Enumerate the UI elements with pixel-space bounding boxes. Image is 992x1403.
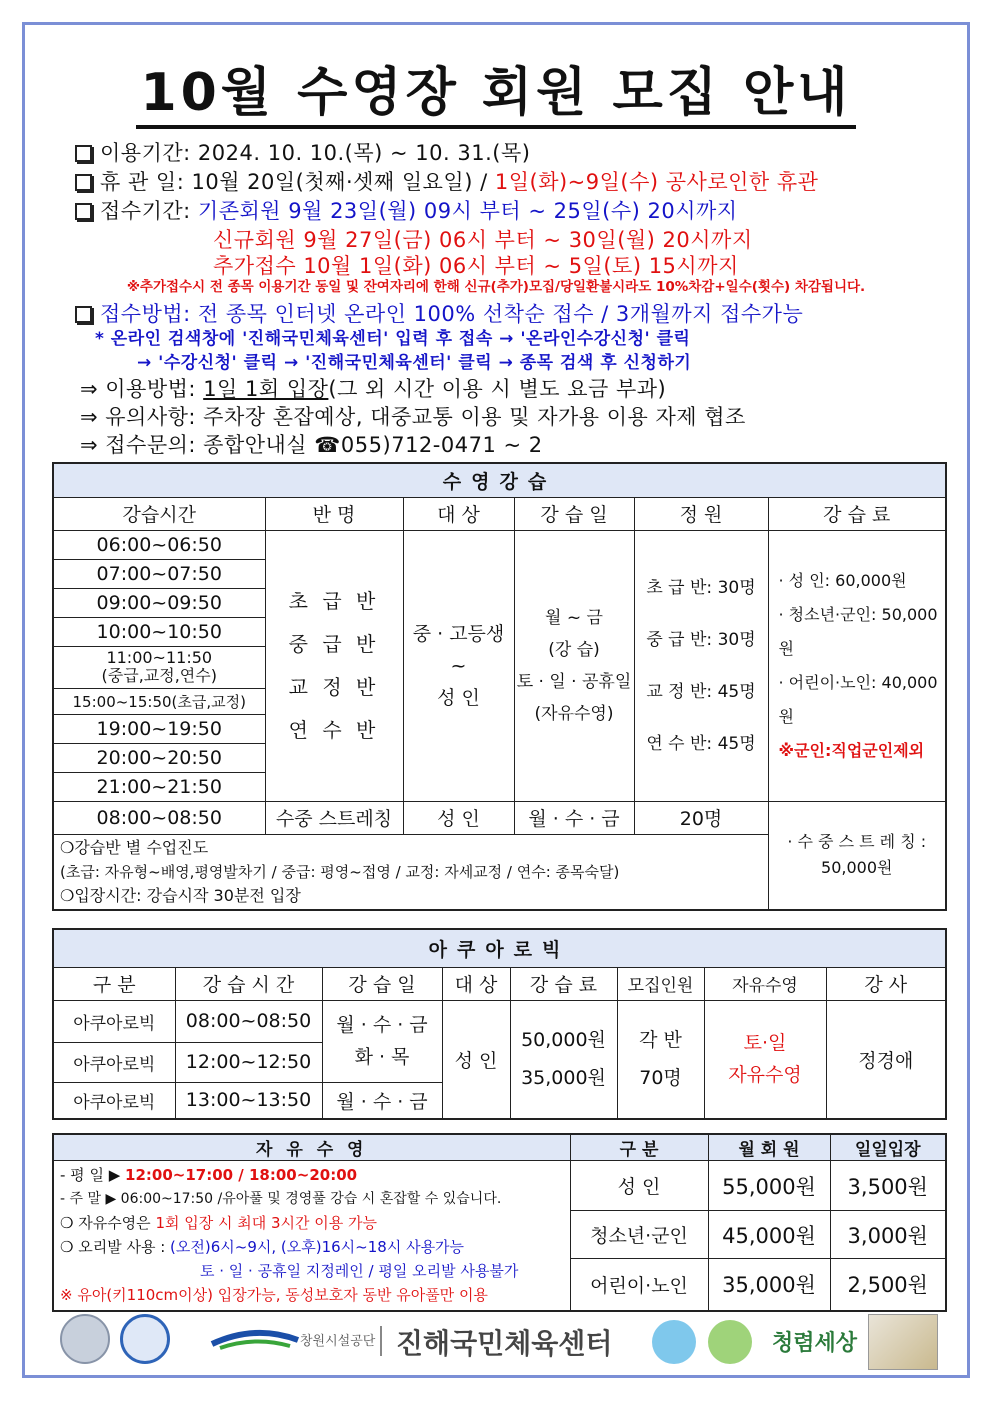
reg-line: 접수기간: 기존회원 9월 23일(월) 09시 부터 ~ 25일(수) 20시까지	[75, 195, 738, 225]
mascot-icon	[652, 1320, 696, 1364]
aqua-days: 월 · 수 · 금 화 · 목	[322, 1000, 442, 1082]
aqua-name: 아쿠아로빅	[53, 1000, 175, 1042]
time-cell: 21:00~21:50	[53, 772, 265, 801]
period-line: 이용기간: 2024. 10. 10.(목) ~ 10. 31.(목)	[75, 137, 530, 167]
corp-logo-icon	[210, 1326, 300, 1356]
aqua-target: 성 인	[442, 1000, 510, 1119]
swim-table	[52, 462, 947, 911]
col-header: 정 원	[634, 497, 768, 530]
free-table	[52, 1133, 947, 1312]
aqua-free: 토·일 자유수영	[704, 1000, 826, 1119]
time-cell: 15:00~15:50(초급,교정)	[53, 688, 265, 714]
time-cell: 11:00~11:50 (중급,교정,연수)	[53, 646, 265, 688]
col-header: 월 회 원	[708, 1134, 830, 1161]
contact-line: ⇒ 접수문의: 종합안내실 ☎055)712-0471 ~ 2	[80, 433, 543, 457]
price-type: 성 인	[570, 1161, 708, 1211]
price-day: 3,000원	[830, 1211, 946, 1259]
checkbox-icon	[75, 306, 92, 323]
col-header: 강 사	[826, 967, 946, 1000]
stretch-name: 수중 스트레칭	[265, 801, 403, 834]
aqua-title: 아쿠아로빅	[53, 929, 946, 967]
caution-line: ⇒ 유의사항: 주차장 혼잡예상, 대중교통 이용 및 자가용 이용 자제 협조	[80, 405, 746, 429]
certification-badge-icon	[120, 1314, 170, 1364]
swim-title: 수영강습	[53, 463, 946, 497]
target-cell: 중 · 고등생 ~ 성 인	[403, 530, 514, 801]
checkbox-icon	[75, 203, 92, 220]
method-step1: * 온라인 검색창에 '진해국민체육센터' 입력 후 접속 → '온라인수강신청' 클릭	[95, 329, 691, 349]
aqua-fee: 50,000원 35,000원	[510, 1000, 617, 1119]
divider	[380, 1326, 382, 1356]
price-day: 3,500원	[830, 1161, 946, 1211]
col-header: 강 습 시 간	[175, 967, 322, 1000]
col-header: 반 명	[265, 497, 403, 530]
col-header: 구 분	[53, 967, 175, 1000]
fee-cell: · 성 인: 60,000원 · 청소년·군인: 50,000원 · 어린이·노인: 40,000원 ※군인:직업군인제외	[768, 530, 946, 801]
time-cell: 07:00~07:50	[53, 559, 265, 588]
closed-line: 휴 관 일: 10월 20일(첫째·셋째 일요일) / 1일(화)~9일(수) 공사로인한 휴관	[75, 166, 818, 196]
checkbox-icon	[75, 145, 92, 162]
col-header: 강 습 일	[322, 967, 442, 1000]
reg-new-line: 신규회원 9월 27일(금) 06시 부터 ~ 30일(월) 20시까지	[213, 228, 753, 252]
reg-extra-line: 추가접수 10월 1일(화) 06시 부터 ~ 5일(토) 15시까지	[213, 254, 739, 278]
days-cell: 월 ~ 금 (강 습) 토 · 일 · 공휴일 (자유수영)	[514, 530, 634, 801]
price-day: 2,500원	[830, 1259, 946, 1311]
time-cell: 20:00~20:50	[53, 743, 265, 772]
aqua-days: 월 · 수 · 금	[322, 1082, 442, 1119]
col-header: 강습시간	[53, 497, 265, 530]
mascot-icon	[708, 1320, 752, 1364]
aqua-teacher: 정경애	[826, 1000, 946, 1119]
stretch-fee: · 수 중 스 트 레 칭 : 50,000원	[768, 801, 946, 910]
price-type: 어린이·노인	[570, 1259, 708, 1311]
price-month: 35,000원	[708, 1259, 830, 1311]
aqua-time: 12:00~12:50	[175, 1042, 322, 1082]
method-step2: → '수강신청' 클릭 → '진해국민체육센터' 클릭 → 종목 검색 후 신청하기	[137, 353, 692, 373]
aqua-table	[52, 928, 947, 1120]
footer-logos	[60, 1312, 940, 1372]
col-header: 구 분	[570, 1134, 708, 1161]
time-cell: 19:00~19:50	[53, 714, 265, 743]
award-badge-icon	[868, 1314, 938, 1370]
price-month: 55,000원	[708, 1161, 830, 1211]
time-cell: 06:00~06:50	[53, 530, 265, 559]
price-type: 청소년·군인	[570, 1211, 708, 1259]
aqua-name: 아쿠아로빅	[53, 1042, 175, 1082]
swim-notes: ❍강습반 별 수업진도 (초급: 자유형~배영,평영발차기 / 중급: 평영~접영 / 교정: 자세교정 / 연수: 종목숙달) ❍입장시간: 강습시작 30분전 입장	[53, 834, 768, 910]
free-info: - 평 일 ▶ 12:00~17:00 / 18:00~20:00 - 주 말 ▶ 06:00~17:50 /유아풀 및 경영풀 강습 시 혼잡할 수 있습니다. ❍ 자유수영은 1회 입장 시 최대 3시간 이용 가능 ❍ 오리발 사용 : (오전)6시~9시, (오후)16시~18시 사용가능 토 · 일 · 공휴일 지정레인 / 평일 오리발 사용불가 ※ 유아(키110cm이상) 입장가능, 동성보호자 동반 유아풀만 이용	[53, 1161, 570, 1311]
stretch-target: 성 인	[403, 801, 514, 834]
free-title: 자 유 수 영	[53, 1134, 570, 1161]
method-line: 접수방법: 전 종목 인터넷 온라인 100% 선착순 접수 / 3개월까지 접수가능	[75, 298, 803, 328]
checkbox-icon	[75, 174, 92, 191]
col-header: 강 습 료	[768, 497, 946, 530]
stretch-days: 월 · 수 · 금	[514, 801, 634, 834]
col-header: 강 습 료	[510, 967, 617, 1000]
time-cell: 09:00~09:50	[53, 588, 265, 617]
aqua-cap: 각 반 70명	[617, 1000, 704, 1119]
col-header: 대 상	[403, 497, 514, 530]
col-header: 일일입장	[830, 1134, 946, 1161]
org-name: 진해국민체육센터	[396, 1327, 613, 1360]
col-header: 강 습 일	[514, 497, 634, 530]
col-header: 자유수영	[704, 967, 826, 1000]
col-header: 대 상	[442, 967, 510, 1000]
col-header: 모집인원	[617, 967, 704, 1000]
stretch-cap: 20명	[634, 801, 768, 834]
capacity-cell: 초 급 반: 30명 중 급 반: 30명 교 정 반: 45명 연 수 반: 45명	[634, 530, 768, 801]
consumer-badge-icon	[60, 1314, 110, 1364]
time-cell: 10:00~10:50	[53, 617, 265, 646]
usage-line: ⇒ 이용방법: 1일 1회 입장(그 외 시간 이용 시 별도 요금 부과)	[80, 377, 667, 401]
extra-note: ※추가접수시 전 종목 이용기간 동일 및 잔여자리에 한해 신규(추가)모집/당일환불시라도 10%차감+일수(횟수) 차감됩니다.	[126, 279, 866, 295]
aqua-time: 08:00~08:50	[175, 1000, 322, 1042]
aqua-name: 아쿠아로빅	[53, 1082, 175, 1119]
stretch-time: 08:00~08:50	[53, 801, 265, 834]
corp-name: 창원시설공단	[300, 1334, 376, 1349]
aqua-time: 13:00~13:50	[175, 1082, 322, 1119]
slogan-logo: 청렴세상	[772, 1331, 858, 1356]
class-cell: 초 급 반 중 급 반 교 정 반 연 수 반	[265, 530, 403, 801]
price-month: 45,000원	[708, 1211, 830, 1259]
page-title: 10월 수영장 회원 모집 안내	[0, 50, 992, 125]
